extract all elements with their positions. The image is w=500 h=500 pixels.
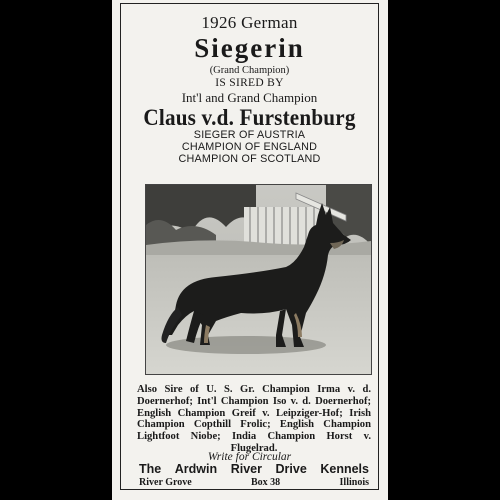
intl-champion-line: Int'l and Grand Champion	[181, 90, 318, 105]
sire-title: SIEGER OF AUSTRIA	[193, 129, 306, 141]
kennels-word: Ardwin	[174, 462, 218, 476]
magazine-page	[112, 0, 388, 500]
write-for-circular: Write for Circular	[207, 451, 292, 463]
kennels-word: The	[139, 462, 162, 476]
sire-title: CHAMPION OF ENGLAND	[181, 141, 318, 153]
ad-dog-name: Siegerin	[194, 33, 305, 63]
address-town: River Grove	[139, 477, 192, 488]
kennels-word: Kennels	[320, 462, 369, 476]
sire-name: Claus v.d. Furstenburg	[143, 105, 356, 130]
address-box: Box 38	[251, 477, 281, 488]
ad-year-title: 1926 German	[201, 13, 298, 32]
dog-photo	[145, 184, 372, 375]
kennels-word: River	[230, 462, 262, 476]
german-shepherd-photo-illustration	[146, 185, 371, 374]
kennels-word: Drive	[275, 462, 307, 476]
sire-title: CHAMPION OF SCOTLAND	[178, 153, 321, 165]
kennels-name	[139, 462, 369, 476]
kennel-advertisement	[120, 3, 379, 490]
address-state: Illinois	[339, 477, 369, 488]
grand-champion-label: (Grand Champion)	[209, 65, 290, 76]
sired-by-label: IS SIRED BY	[215, 77, 284, 89]
also-sire-paragraph: Also Sire of U. S. Gr. Champion Irma v. d. Doernerhof; Int'l Champion Iso v. d. Doernerhof; English Champion Greif v. Leipziger-Hof; Irish Champion Copthill Frolic; English Champion Lightfoot Niobe; India Champion Horst v. Flugelrad.	[137, 384, 371, 454]
kennel-address	[139, 477, 369, 488]
